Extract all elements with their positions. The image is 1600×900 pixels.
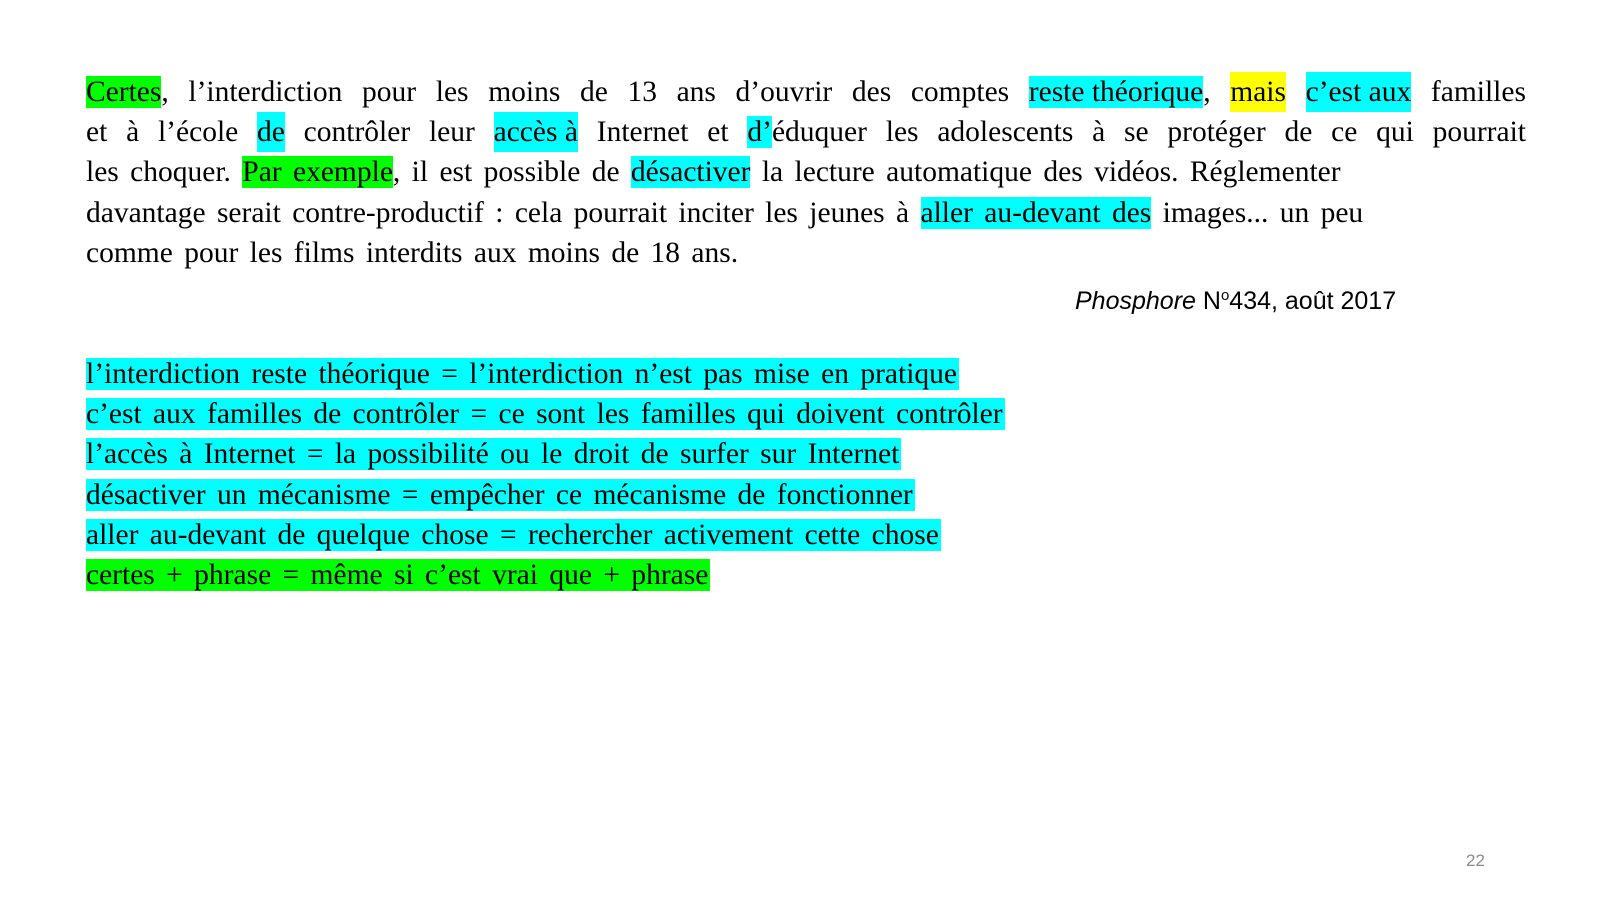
- paragraph-line-5: [86, 233, 1526, 273]
- glossary-text: certes + phrase = même si c’est vrai que + phrase: [86, 558, 709, 591]
- word: automatique: [886, 156, 1032, 189]
- quoted-paragraph: [86, 72, 1526, 273]
- word: vidéos.: [1094, 156, 1179, 189]
- paragraph-line-1: [86, 72, 1526, 112]
- highlight-de: de: [257, 112, 285, 152]
- word: à: [1092, 116, 1106, 149]
- glossary-item: [86, 475, 1005, 515]
- highlight-mais: mais: [1230, 72, 1286, 112]
- word: des: [851, 76, 892, 108]
- glossary-text: aller au-devant de quelque chose = rechercher activement cette chose: [86, 518, 939, 551]
- word: choquer.: [130, 156, 231, 189]
- highlight-acces-a: accès à: [494, 112, 578, 152]
- word: comptes: [910, 76, 1010, 108]
- text-fragment: éduquer: [771, 116, 867, 149]
- source-citation: [1075, 279, 1396, 318]
- word: les: [435, 76, 469, 108]
- text-fragment: comme pour les films interdits aux moins de 18 ans.: [86, 236, 739, 269]
- glossary-item: [86, 434, 1005, 474]
- word: adolescents: [937, 116, 1074, 149]
- paragraph-line-2: [86, 112, 1526, 152]
- word: leur: [428, 116, 475, 149]
- glossary-item: [86, 354, 1005, 394]
- highlight-cest-aux: c’est aux: [1306, 72, 1412, 112]
- issue-sup: o: [1220, 287, 1230, 304]
- word: l’interdiction: [188, 76, 343, 108]
- highlight-reste-theorique: reste théorique: [1028, 76, 1204, 108]
- word: lecture: [794, 156, 875, 189]
- glossary-item: [86, 555, 1005, 595]
- text-fragment: davantage serait contre-productif : cela pourrait inciter les jeunes à: [86, 196, 910, 229]
- word: possible: [483, 156, 581, 189]
- word: les: [86, 156, 119, 189]
- text-fragment: ,: [1203, 76, 1211, 108]
- word: la: [761, 156, 784, 189]
- highlight-aller-au-devant: aller au-devant des: [920, 196, 1152, 229]
- word: est: [439, 156, 473, 189]
- glossary-item: [86, 394, 1005, 434]
- word: qui: [1376, 116, 1414, 149]
- word: pourrait: [1432, 116, 1526, 149]
- word-group: [86, 72, 169, 112]
- highlight-d: d’: [747, 116, 772, 149]
- word: ans: [676, 76, 716, 108]
- paragraph-line-3: [86, 152, 1526, 192]
- word: et: [86, 116, 108, 149]
- word: il: [411, 156, 429, 189]
- glossary-text: désactiver un mécanisme = empêcher ce mécanisme de fonctionner: [86, 478, 913, 511]
- word: des: [1043, 156, 1083, 189]
- word: se: [1124, 116, 1149, 149]
- text-fragment: ,: [161, 76, 169, 108]
- word: à: [126, 116, 140, 149]
- highlight-certes: Certes: [86, 76, 162, 108]
- publication-name: Phosphore: [1075, 287, 1196, 315]
- word: et: [707, 116, 729, 149]
- word: d’ouvrir: [735, 76, 833, 108]
- glossary-list: [86, 354, 1005, 595]
- word: pour: [362, 76, 417, 108]
- word: contrôler: [303, 116, 411, 149]
- word: l’école: [157, 116, 239, 149]
- page-number: 22: [1466, 851, 1485, 870]
- text-fragment: ,: [392, 156, 401, 189]
- word-group: [1029, 72, 1211, 112]
- word-group: [747, 112, 867, 152]
- paragraph-line-4: [86, 193, 1526, 233]
- glossary-text: l’interdiction reste théorique = l’interdiction n’est pas mise en pratique: [86, 358, 958, 390]
- word: Internet: [596, 116, 689, 149]
- word: Réglementer: [1189, 156, 1341, 189]
- word: familles: [1430, 76, 1526, 108]
- word: moins: [488, 76, 561, 108]
- highlight-par-exemple: Par exemple: [242, 156, 393, 189]
- issue-prefix: N: [1202, 287, 1221, 315]
- highlight-desactiver: désactiver: [630, 156, 751, 189]
- glossary-text: c’est aux familles de contrôler = ce sont les familles qui doivent contrôler: [86, 398, 1003, 431]
- glossary-text: l’accès à Internet = la possibilité ou le droit de surfer sur Internet: [86, 438, 900, 471]
- word: de: [591, 156, 620, 189]
- word: 13: [627, 76, 657, 108]
- word: protéger: [1167, 116, 1266, 149]
- word: les: [885, 116, 919, 149]
- word: de: [1284, 116, 1313, 149]
- word: de: [579, 76, 608, 108]
- text-fragment: images... un peu: [1162, 196, 1364, 229]
- issue-number: 434, août 2017: [1229, 287, 1397, 315]
- glossary-item: [86, 515, 1005, 555]
- word: ce: [1331, 116, 1358, 149]
